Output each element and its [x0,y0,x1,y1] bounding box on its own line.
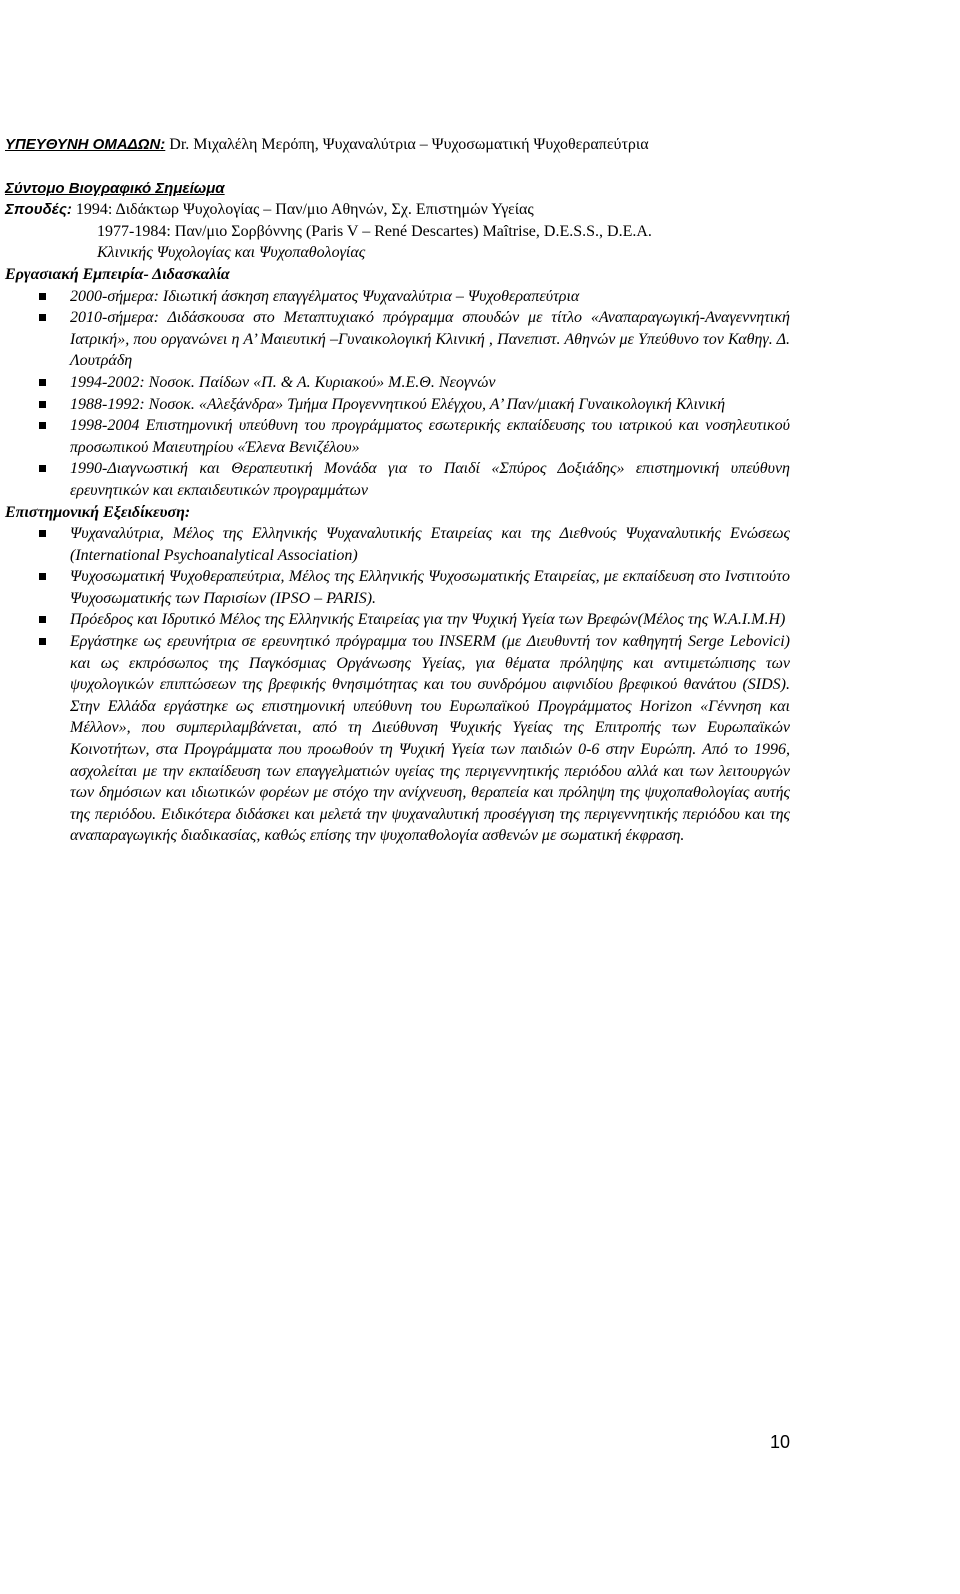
list-item: 2000-σήμερα: Ιδιωτική άσκηση επαγγέλματος Ψυχαναλύτρια – Ψυχοθεραπεύτρια [5,286,790,308]
studies-label: Σπουδές: [5,201,72,219]
studies-line-1 [5,199,790,221]
group-leader-label: ΥΠΕΥΘΥΝΗ ΟΜΑΔΩΝ: [5,136,166,153]
specialization-list [5,523,790,847]
studies-section [5,199,790,264]
list-item: 1988-1992: Νοσοκ. «Αλεξάνδρα» Τμήμα Προγεννητικού Ελέγχου, Α’ Παν/μιακή Γυναικολογική Κλινική [5,394,790,416]
studies-entry-3: Κλινικής Ψυχολογίας και Ψυχοπαθολογίας [97,244,366,262]
studies-entry-2: 1977-1984: Παν/μιο Σορβόννης (Paris V – René Descartes) Maîtrise, D.E.S.S., D.E.A. [97,222,652,240]
group-leader-line [5,134,790,156]
page-number: 10 [770,1432,791,1452]
list-item: Εργάστηκε ως ερευνήτρια σε ερευνητικό πρόγραμμα του INSERM (με Διευθυντή τον καθηγητή Serge Lebovici) και ως εκπρόσωπος της Παγκόσμιας Οργάνωσης Υγείας, για θέματα πρόληψης και αντιμετώπισης των ψυχολογικών επιπτώσεων της βρεφικής θνησιμότητας και του συνδρόμου αιφνιδίου βρεφικού θανάτου (SIDS). Στην Ελλάδα εργάστηκε ως επιστημονική υπεύθυνη του Ευρωπαϊκού Προγράμματος Horizon «Γέννηση και Μέλλον», που συμπεριλαμβάνεται, από τη Διεύθυνση Ψυχικής Υγείας της Επιτροπής των Ευρωπαϊκών Κοινοτήτων, στα Προγράμματα που προωθούν τη Ψυχική Υγεία των παιδιών 0-6 στην Ευρώπη. Από το 1996, ασχολείται με την εκπαίδευση των επαγγελματιών υγείας της περιγεννητικής περιόδου αλλά και των λειτουργών των δημόσιων και ιδιωτικών φορέων με στόχο την ανίχνευση, θεραπεία και πρόληψη της ψυχοπαθολογίας αυτής της περιόδου. Ειδικότερα διδάσκει και μελετά την ψυχαναλυτική προσέγγιση της περιγεννητικής περιόδου και της αναπαραγωγικής διαδικασίας, καθώς επίσης την ψυχοπαθολογία ασθενών με σωματική έκφραση. [5,631,790,847]
document-body [5,134,790,847]
group-leader-name: Dr. Μιχαλέλη Μερόπη, Ψυχαναλύτρια – Ψυχοσωματική Ψυχοθεραπεύτρια [169,136,649,153]
list-item: 1990-Διαγνωστική και Θεραπευτική Μονάδα για το Παιδί «Σπύρος Δοξιάδης» επιστημονική υπεύθυνη ερευνητικών και εκπαιδευτικών προγραμμάτων [5,458,790,501]
list-item: Ψυχοσωματική Ψυχοθεραπεύτρια, Μέλος της Ελληνικής Ψυχοσωματικής Εταιρείας, με εκπαίδευση στο Ινστιτούτο Ψυχοσωματικής των Παρισίων (IPSO – PARIS). [5,566,790,609]
studies-entry-1: 1994: Διδάκτωρ Ψυχολογίας – Παν/μιο Αθηνών, Σχ. Επιστημών Υγείας [75,201,534,219]
list-item: Ψυχαναλύτρια, Μέλος της Ελληνικής Ψυχαναλυτικής Εταιρείας και της Διεθνούς Ψυχαναλυτικής Ενώσεως (International Psychoanalytical Association) [5,523,790,566]
list-item: 1994-2002: Νοσοκ. Παίδων «Π. & Α. Κυριακού» Μ.Ε.Θ. Νεογνών [5,372,790,394]
specialization-title: Επιστημονική Εξειδίκευση: [5,503,191,521]
experience-title: Εργασιακή Εμπειρία- Διδασκαλία [5,265,230,283]
list-item: 2010-σήμερα: Διδάσκουσα στο Μεταπτυχιακό πρόγραμμα σπουδών με τίτλο «Αναπαραγωγική-Αναγεννητική Ιατρική», που οργανώνει η Α’ Μαιευτική –Γυναικολογική Κλινική , Πανεπιστ. Αθηνών με Υπεύθυνο τον Καθηγ. Δ. Λουτράδη [5,307,790,372]
list-item: Πρόεδρος και Ιδρυτικό Μέλος της Ελληνικής Εταιρείας για την Ψυχική Υγεία των Βρεφών(Μέλος της W.A.I.M.H) [5,609,790,631]
list-item: 1998-2004 Επιστημονική υπεύθυνη του προγράμματος εσωτερικής εκπαίδευσης του ιατρικού και νοσηλευτικού προσωπικού Μαιευτηρίου «Έλενα Βενιζέλου» [5,415,790,458]
experience-list [5,286,790,502]
bio-title: Σύντομο Βιογραφικό Σημείωμα [5,179,225,197]
